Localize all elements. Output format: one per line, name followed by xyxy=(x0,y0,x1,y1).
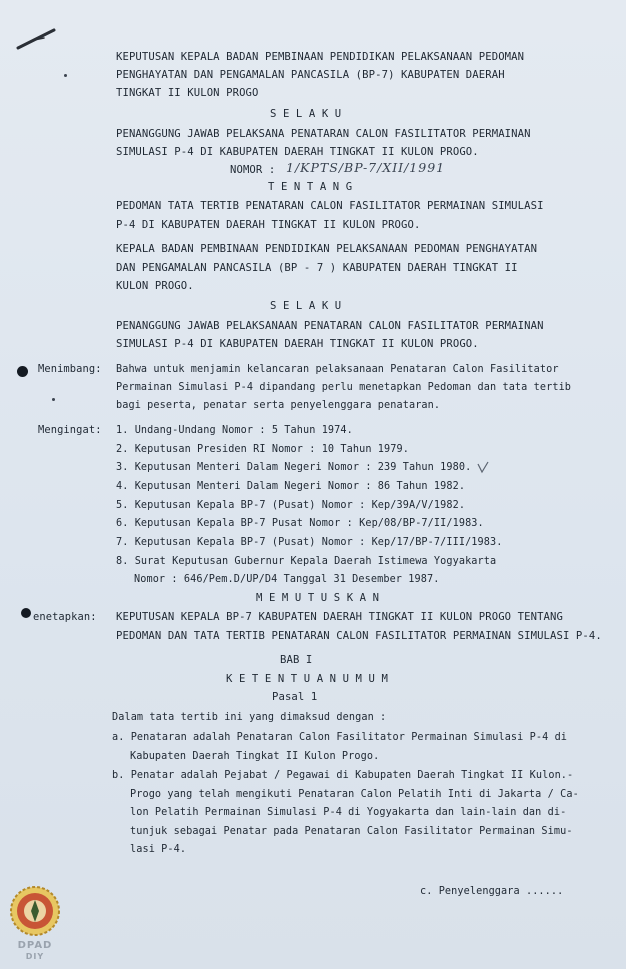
mengingat-item-5: 5. Keputusan Kepala BP-7 (Pusat) Nomor : Kep/39A/V/1982. xyxy=(116,500,466,511)
item-b-line-4: tunjuk sebagai Penatar pada Penataran Calon Fasilitator Permainan Simu- xyxy=(130,826,573,837)
mengingat-item-8-cont: Nomor : 646/Pem.D/UP/D4 Tanggal 31 Desember 1987. xyxy=(134,574,440,585)
memutuskan-title: M E M U T U S K A N xyxy=(256,592,380,604)
kepala-line-1: KEPALA BADAN PEMBINAAN PENDIDIKAN PELAKSANAAN PEDOMAN PENGHAYATAN xyxy=(116,243,538,255)
punch-hole-mark xyxy=(21,608,31,618)
bab-subtitle: K E T E N T U A N U M U M xyxy=(226,673,388,685)
mengingat-label: Mengingat: xyxy=(38,424,102,436)
check-mark xyxy=(476,460,490,474)
menimbang-line-2: Permainan Simulasi P-4 dipandang perlu menetapkan Pedoman dan tata tertib xyxy=(116,382,572,393)
mengingat-item-2: 2. Keputusan Presiden RI Nomor : 10 Tahun 1979. xyxy=(116,444,409,455)
nomor-value-handwritten: 1/KPTS/BP-7/XII/1991 xyxy=(286,160,446,175)
mengingat-item-3: 3. Keputusan Menteri Dalam Negeri Nomor : 239 Tahun 1980. xyxy=(116,462,472,473)
item-a-line-1: a. Penataran adalah Penataran Calon Fasilitator Permainan Simulasi P-4 di xyxy=(112,732,568,743)
margin-dot xyxy=(52,398,55,401)
item-a-line-2: Kabupaten Daerah Tingkat II Kulon Progo. xyxy=(130,751,380,762)
selaku2-line-2: SIMULASI P-4 DI KABUPATEN DAERAH TINGKAT II KULON PROGO. xyxy=(116,338,479,350)
header-line-2: PENGHAYATAN DAN PENGAMALAN PANCASILA (BP-7) KABUPATEN DAERAH xyxy=(116,69,505,81)
margin-dot xyxy=(64,74,67,77)
item-b-line-5: lasi P-4. xyxy=(130,844,187,855)
mengingat-item-6: 6. Keputusan Kepala BP-7 Pusat Nomor : Kep/08/BP-7/II/1983. xyxy=(116,518,484,529)
tentang-line-1: PEDOMAN TATA TERTIB PENATARAN CALON FASILITATOR PERMAINAN SIMULASI xyxy=(116,200,544,212)
tentang-title: T E N T A N G xyxy=(268,181,353,193)
next-page-catchword: c. Penyelenggara ...... xyxy=(420,886,564,897)
body-intro: Dalam tata tertib ini yang dimaksud dengan : xyxy=(112,712,387,723)
menetapkan-line-2: PEDOMAN DAN TATA TERTIB PENATARAN CALON FASILITATOR PERMAINAN SIMULASI P-4. xyxy=(116,630,602,642)
kepala-line-2: DAN PENGAMALAN PANCASILA (BP - 7 ) KABUPATEN DAERAH TINGKAT II xyxy=(116,262,518,274)
pasal-title: Pasal 1 xyxy=(272,691,318,703)
emblem-icon xyxy=(8,884,62,938)
item-b-line-2: Progo yang telah mengikuti Penataran Calon Pelatih Inti di Jakarta / Ca- xyxy=(130,789,579,800)
dpad-watermark-logo xyxy=(8,884,62,966)
watermark-name: DPAD xyxy=(17,940,53,951)
menetapkan-line-1: KEPUTUSAN KEPALA BP-7 KABUPATEN DAERAH TINGKAT II KULON PROGO TENTANG xyxy=(116,611,563,623)
watermark-sub: DIY xyxy=(25,952,45,961)
selaku2-line-1: PENANGGUNG JAWAB PELAKSANAAN PENATARAN CALON FASILITATOR PERMAINAN xyxy=(116,320,544,332)
menimbang-line-3: bagi peserta, penatar serta penyelenggara penataran. xyxy=(116,400,441,411)
mengingat-item-4: 4. Keputusan Menteri Dalam Negeri Nomor : 86 Tahun 1982. xyxy=(116,481,466,492)
selaku1-line-1: PENANGGUNG JAWAB PELAKSANA PENATARAN CALON FASILITATOR PERMAINAN xyxy=(116,128,531,140)
header-line-1: KEPUTUSAN KEPALA BADAN PEMBINAAN PENDIDIKAN PELAKSANAAN PEDOMAN xyxy=(116,51,525,63)
menimbang-line-1: Bahwa untuk menjamin kelancaran pelaksanaan Penataran Calon Fasilitator xyxy=(116,364,559,375)
item-b-line-3: lon Pelatih Permainan Simulasi P-4 di Yogyakarta dan lain-lain dan di- xyxy=(130,807,567,818)
pencil-mark xyxy=(14,26,58,52)
item-b-line-1: b. Penatar adalah Pejabat / Pegawai di Kabupaten Daerah Tingkat II Kulon.- xyxy=(112,770,574,781)
header-line-3: TINGKAT II KULON PROGO xyxy=(116,87,259,99)
selaku-title-2: S E L A K U xyxy=(270,300,342,312)
tentang-line-2: P-4 DI KABUPATEN DAERAH TINGKAT II KULON PROGO. xyxy=(116,219,421,231)
selaku1-line-2: SIMULASI P-4 DI KABUPATEN DAERAH TINGKAT II KULON PROGO. xyxy=(116,146,479,158)
menimbang-label: Menimbang: xyxy=(38,363,102,375)
mengingat-item-1: 1. Undang-Undang Nomor : 5 Tahun 1974. xyxy=(116,425,353,436)
kepala-line-3: KULON PROGO. xyxy=(116,280,194,292)
menetapkan-label: enetapkan: xyxy=(33,611,97,623)
punch-hole-mark xyxy=(17,366,28,377)
mengingat-item-8: 8. Surat Keputusan Gubernur Kepala Daerah Istimewa Yogyakarta xyxy=(116,556,497,567)
nomor-label: NOMOR : xyxy=(230,164,276,176)
mengingat-item-7: 7. Keputusan Kepala BP-7 (Pusat) Nomor : Kep/17/BP-7/III/1983. xyxy=(116,537,503,548)
selaku-title-1: S E L A K U xyxy=(270,108,342,120)
bab-title: BAB I xyxy=(280,654,313,666)
